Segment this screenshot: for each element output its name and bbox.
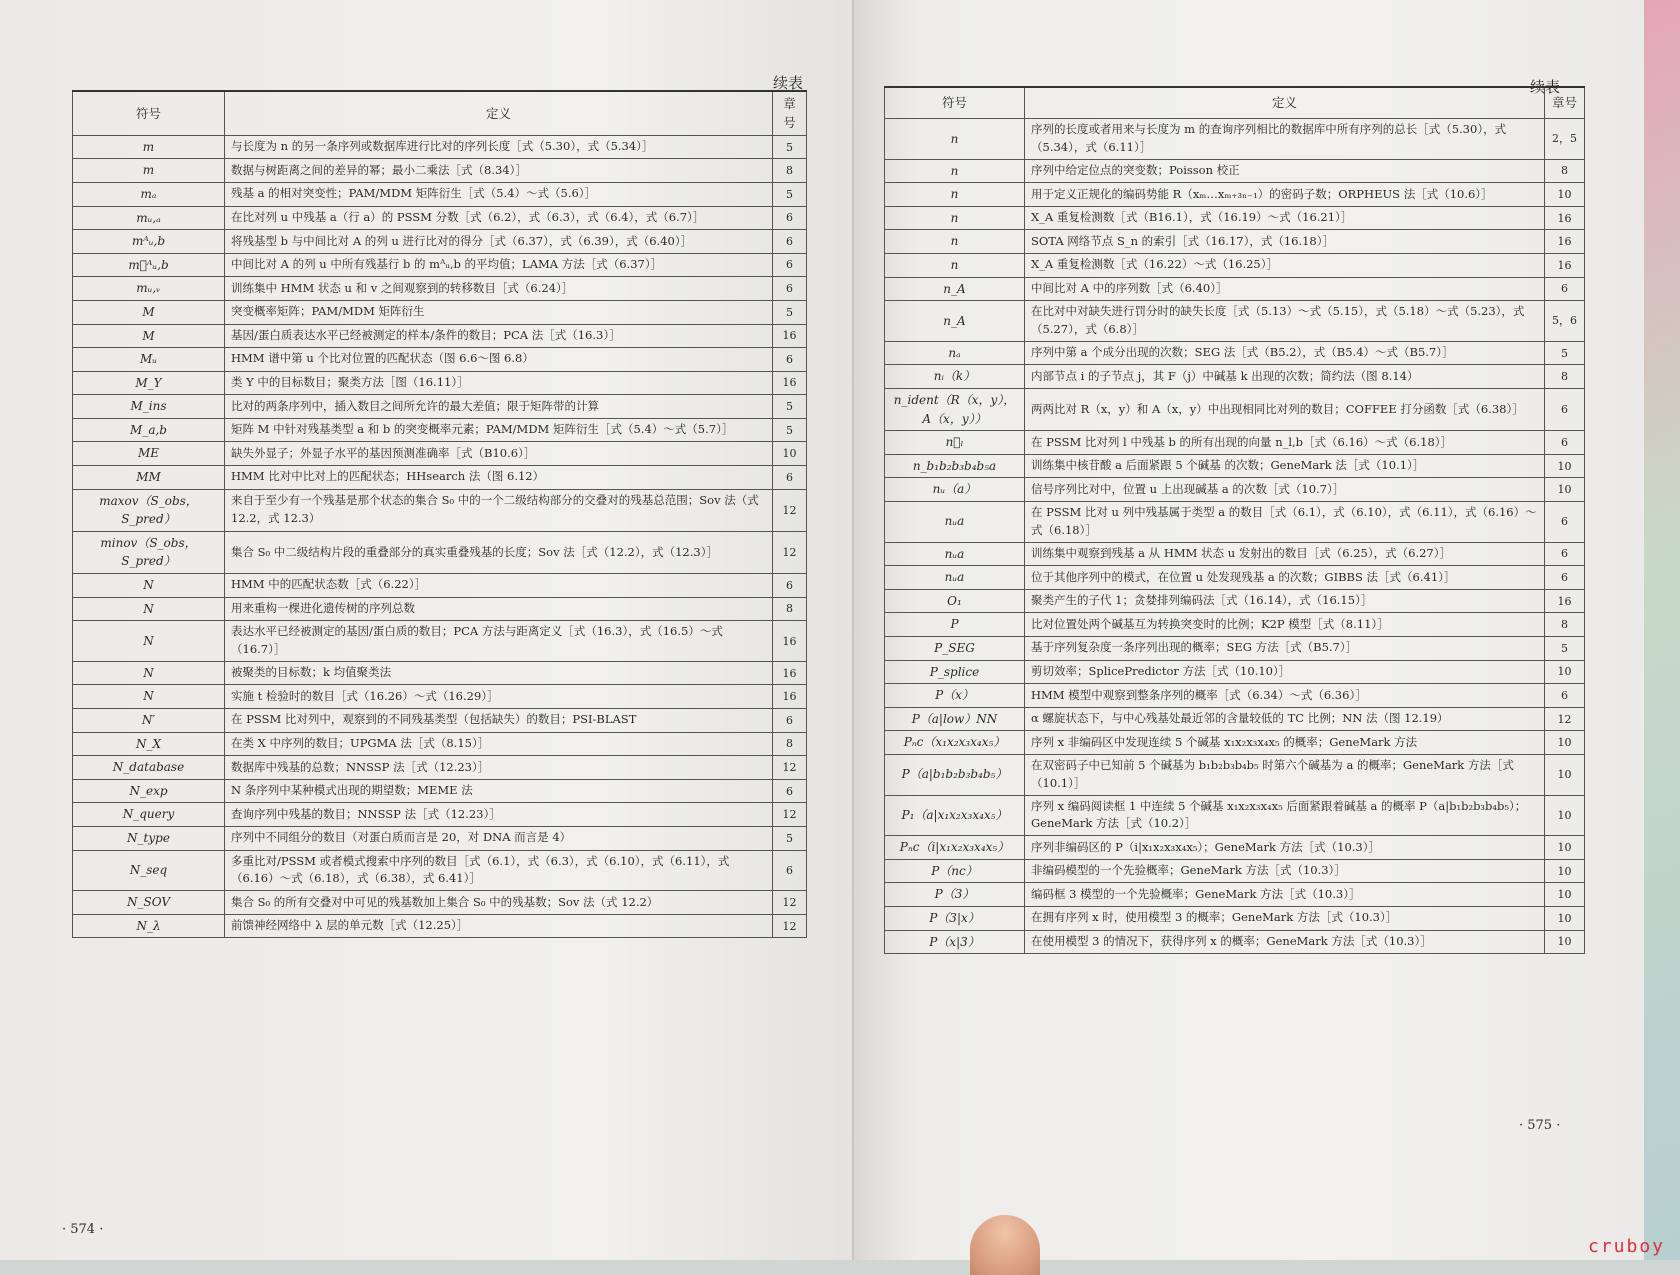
symbol-cell: minov（S_obs，S_pred）	[73, 531, 225, 573]
definition-cell: 在拥有序列 x 时，使用模型 3 的概率；GeneMark 方法［式（10.3）］	[1025, 906, 1545, 930]
table-row	[885, 566, 1585, 590]
symbol-cell: N′	[73, 709, 225, 733]
definition-cell: 两两比对 R（x，y）和 A（x，y）中出现相同比对列的数目；COFFEE 打分函数［式（6.38）］	[1025, 389, 1545, 431]
chapter-cell: 16	[773, 661, 807, 685]
table-row	[73, 324, 807, 348]
definition-cell: 序列非编码区的 P（i|x₁x₂x₃x₄x₅）；GeneMark 方法［式（10.3）］	[1025, 836, 1545, 860]
definition-cell: 将残基型 b 与中间比对 A 的列 u 进行比对的得分［式（6.37），式（6.39），式（6.40）］	[225, 230, 773, 254]
definition-cell: 训练集中观察到残基 a 从 HMM 状态 u 发射出的数目［式（6.25），式（6.27）］	[1025, 542, 1545, 566]
chapter-cell: 5	[773, 182, 807, 206]
chapter-cell: 6	[1545, 431, 1585, 455]
chapter-cell: 10	[1545, 836, 1585, 860]
symbol-cell: MM	[73, 466, 225, 490]
table-row	[73, 574, 807, 598]
chapter-cell: 5	[773, 135, 807, 159]
table-row	[73, 827, 807, 851]
symbol-cell: N_SOV	[73, 891, 225, 915]
chapter-cell: 12	[773, 803, 807, 827]
symbol-cell: n_A	[885, 301, 1025, 342]
symbol-cell: n	[885, 119, 1025, 160]
definition-cell: 实施 t 检验时的数目［式（16.26）～式（16.29）］	[225, 685, 773, 709]
definition-cell: 在双密码子中已知前 5 个碱基为 b₁b₂b₃b₄b₅ 时第六个碱基为 a 的概率；GeneMark 方法［式（10.1）］	[1025, 754, 1545, 795]
definition-cell: 残基 a 的相对突变性；PAM/MDM 矩阵衍生［式（5.4）～式（5.6）］	[225, 182, 773, 206]
symbol-definition-table	[72, 90, 807, 938]
symbol-cell: n	[885, 254, 1025, 278]
symbol-cell: M_a,b	[73, 418, 225, 442]
table-row	[885, 277, 1585, 301]
chapter-cell: 12	[773, 914, 807, 938]
symbol-cell: n_ident（R（x，y），A（x，y））	[885, 389, 1025, 431]
table-row	[73, 709, 807, 733]
table-row	[885, 119, 1585, 160]
definition-cell: 训练集中 HMM 状态 u 和 v 之间观察到的转移数目［式（6.24）］	[225, 277, 773, 301]
symbol-cell: M_ins	[73, 395, 225, 419]
chapter-cell: 10	[1545, 454, 1585, 478]
symbol-cell: P₁（a|x₁x₂x₃x₄x₅）	[885, 795, 1025, 836]
chapter-cell: 5	[773, 300, 807, 324]
table-row	[885, 254, 1585, 278]
definition-cell: 中间比对 A 中的序列数［式（6.40）］	[1025, 277, 1545, 301]
table-row	[885, 542, 1585, 566]
definition-cell: 非编码模型的一个先验概率；GeneMark 方法［式（10.3）］	[1025, 859, 1545, 883]
symbol-cell: N	[73, 597, 225, 621]
definition-cell: 信号序列比对中，位置 u 上出现碱基 a 的次数［式（10.7）］	[1025, 478, 1545, 502]
symbol-cell: P（a|b₁b₂b₃b₄b₅）	[885, 754, 1025, 795]
chapter-cell: 12	[773, 531, 807, 573]
chapter-cell: 6	[773, 574, 807, 598]
chapter-cell: 12	[773, 756, 807, 780]
definition-cell: X_A 重复检测数［式（16.22）～式（16.25）］	[1025, 254, 1545, 278]
table-row	[885, 636, 1585, 660]
definition-cell: 在 PSSM 比对列中，观察到的不同残基类型（包括缺失）的数目；PSI-BLAST	[225, 709, 773, 733]
table-row	[885, 365, 1585, 389]
chapter-cell: 10	[1545, 754, 1585, 795]
chapter-cell: 6	[773, 206, 807, 230]
table-row	[885, 754, 1585, 795]
symbol-cell: N_seq	[73, 850, 225, 891]
table-row	[73, 182, 807, 206]
definition-cell: HMM 谱中第 u 个比对位置的匹配状态（图 6.6～图 6.8）	[225, 348, 773, 372]
table-row	[885, 478, 1585, 502]
table-row	[73, 418, 807, 442]
table-row	[73, 732, 807, 756]
symbol-cell: nᵢ（k）	[885, 365, 1025, 389]
table-row	[885, 613, 1585, 637]
definition-cell: 基于序列复杂度一条序列出现的概率；SEG 方法［式（B5.7）］	[1025, 636, 1545, 660]
table-row	[73, 135, 807, 159]
symbol-cell: N	[73, 574, 225, 598]
symbol-cell: n⃗ₗ	[885, 431, 1025, 455]
chapter-cell: 16	[773, 621, 807, 662]
symbol-cell: n	[885, 230, 1025, 254]
definition-cell: 集合 S₀ 的所有交叠对中可见的残基数加上集合 S₀ 中的残基数；Sov 法（式 12.2）	[225, 891, 773, 915]
symbol-header: 符号	[73, 91, 225, 135]
chapter-cell: 6	[773, 850, 807, 891]
table-row	[885, 660, 1585, 684]
chapter-cell: 12	[773, 489, 807, 531]
definition-cell: 表达水平已经被测定的基因/蛋白质的数目；PCA 方法与距离定义［式（16.3），式（16.5）～式（16.7）］	[225, 621, 773, 662]
table-row	[73, 531, 807, 573]
definition-cell: 剪切效率；SplicePredictor 方法［式（10.10）］	[1025, 660, 1545, 684]
symbol-cell: N_λ	[73, 914, 225, 938]
watermark-text: cruboy	[1588, 1236, 1666, 1257]
table-row	[885, 731, 1585, 755]
table-row	[885, 301, 1585, 342]
chapter-cell: 2，5	[1545, 119, 1585, 160]
chapter-cell: 6	[1545, 566, 1585, 590]
symbol-cell: N_type	[73, 827, 225, 851]
definition-cell: 数据库中残基的总数；NNSSP 法［式（12.23）］	[225, 756, 773, 780]
chapter-cell: 6	[773, 709, 807, 733]
symbol-cell: P（x|3）	[885, 930, 1025, 954]
definition-cell: 前馈神经网络中 λ 层的单元数［式（12.25）］	[225, 914, 773, 938]
table-row	[73, 891, 807, 915]
table-row	[73, 253, 807, 277]
table-row	[73, 206, 807, 230]
definition-cell: 被聚类的目标数；k 均值聚类法	[225, 661, 773, 685]
table-row	[73, 230, 807, 254]
definition-cell: 类 Y 中的目标数目；聚类方法［图（16.11）］	[225, 371, 773, 395]
definition-cell: 序列 x 编码阅读框 1 中连续 5 个碱基 x₁x₂x₃x₄x₅ 后面紧跟着碱基 a 的概率 P（a|b₁b₂b₃b₄b₅）；GeneMark 方法［式（10.2）］	[1025, 795, 1545, 836]
definition-cell: 集合 S₀ 中二级结构片段的重叠部分的真实重叠残基的长度；Sov 法［式（12.2），式（12.3）］	[225, 531, 773, 573]
table-row	[73, 756, 807, 780]
chapter-cell: 10	[1545, 883, 1585, 907]
chapter-cell: 8	[1545, 365, 1585, 389]
symbol-cell: n	[885, 159, 1025, 183]
definition-cell: 来自于至少有一个残基是那个状态的集合 S₀ 中的一个二级结构部分的交叠对的残基总范围；Sov 法（式 12.2，式 12.3）	[225, 489, 773, 531]
table-row	[73, 597, 807, 621]
chapter-cell: 5	[1545, 341, 1585, 365]
definition-cell: 在 PSSM 比对列 l 中残基 b 的所有出现的向量 n_l,b［式（6.16）～式（6.18）］	[1025, 431, 1545, 455]
definition-cell: 编码框 3 模型的一个先验概率；GeneMark 方法［式（10.3）］	[1025, 883, 1545, 907]
chapter-cell: 16	[1545, 206, 1585, 230]
table-row	[73, 442, 807, 466]
symbol-cell: Pₙc（i|x₁x₂x₃x₄x₅）	[885, 836, 1025, 860]
chapter-cell: 5	[773, 418, 807, 442]
chapter-cell: 8	[1545, 159, 1585, 183]
table-row	[885, 589, 1585, 613]
symbol-cell: n_A	[885, 277, 1025, 301]
definition-cell: HMM 模型中观察到整条序列的概率［式（6.34）～式（6.36）］	[1025, 684, 1545, 708]
chapter-cell: 5	[773, 827, 807, 851]
symbol-cell: M	[73, 300, 225, 324]
definition-cell: 在比对中对缺失进行罚分时的缺失长度［式（5.13）～式（5.15），式（5.18）～式（5.23），式（5.27），式（6.8）］	[1025, 301, 1545, 342]
chapter-cell: 10	[1545, 478, 1585, 502]
table-row	[73, 803, 807, 827]
definition-cell: 用于定义正规化的编码势能 R（xₘ…xₘ₊₃ₙ₋₁）的密码子数；ORPHEUS 法［式（10.6）］	[1025, 183, 1545, 207]
chapter-header: 章号	[773, 91, 807, 135]
table-row	[73, 300, 807, 324]
chapter-cell: 10	[773, 442, 807, 466]
table-row	[885, 930, 1585, 954]
definition-cell: 训练集中核苷酸 a 后面紧跟 5 个碱基 的次数；GeneMark 法［式（10.1）］	[1025, 454, 1545, 478]
table-row	[73, 395, 807, 419]
chapter-cell: 8	[773, 597, 807, 621]
table-row	[73, 277, 807, 301]
chapter-cell: 16	[1545, 230, 1585, 254]
definition-cell: 基因/蛋白质表达水平已经被测定的样本/条件的数目；PCA 法［式（16.3）］	[225, 324, 773, 348]
symbol-header: 符号	[885, 87, 1025, 119]
symbol-cell: mₐ	[73, 182, 225, 206]
chapter-cell: 8	[773, 159, 807, 183]
symbol-cell: M	[73, 324, 225, 348]
table-row	[885, 883, 1585, 907]
chapter-cell: 16	[773, 685, 807, 709]
definition-cell: 序列中不同组分的数目（对蛋白质而言是 20，对 DNA 而言是 4）	[225, 827, 773, 851]
chapter-cell: 12	[773, 891, 807, 915]
definition-cell: 突变概率矩阵；PAM/MDM 矩阵衍生	[225, 300, 773, 324]
symbol-definition-table	[884, 86, 1585, 954]
definition-cell: 序列中第 a 个成分出现的次数；SEG 法［式（B5.2），式（B5.4）～式（B5.7）］	[1025, 341, 1545, 365]
table-row	[73, 159, 807, 183]
table-row	[73, 914, 807, 938]
symbol-cell: n	[885, 206, 1025, 230]
table-header-row	[73, 91, 807, 135]
table-header-row	[885, 87, 1585, 119]
right-page	[852, 0, 1644, 1260]
definition-cell: 序列中给定位点的突变数；Poisson 校正	[1025, 159, 1545, 183]
symbol-cell: N	[73, 661, 225, 685]
symbol-cell: P（a|low）NN	[885, 707, 1025, 731]
symbol-cell: N_database	[73, 756, 225, 780]
definition-header: 定义	[225, 91, 773, 135]
definition-cell: 用来重构一棵进化遗传树的序列总数	[225, 597, 773, 621]
definition-cell: HMM 中的匹配状态数［式（6.22）］	[225, 574, 773, 598]
table-row	[73, 685, 807, 709]
chapter-cell: 8	[773, 732, 807, 756]
definition-cell: 序列 x 非编码区中发现连续 5 个碱基 x₁x₂x₃x₄x₅ 的概率；GeneMark 方法	[1025, 731, 1545, 755]
definition-cell: 查询序列中残基的数目；NNSSP 法［式（12.23）］	[225, 803, 773, 827]
chapter-cell: 6	[1545, 277, 1585, 301]
chapter-cell: 6	[773, 253, 807, 277]
definition-cell: SOTA 网络节点 S_n 的索引［式（16.17），式（16.18）］	[1025, 230, 1545, 254]
symbol-cell: N_X	[73, 732, 225, 756]
chapter-cell: 5	[773, 395, 807, 419]
symbol-cell: N	[73, 685, 225, 709]
chapter-cell: 6	[1545, 389, 1585, 431]
symbol-cell: n_b₁b₂b₃b₄b₅a	[885, 454, 1025, 478]
chapter-cell: 16	[773, 371, 807, 395]
chapter-cell: 10	[1545, 660, 1585, 684]
table-row	[73, 779, 807, 803]
definition-cell: 位于其他序列中的模式，在位置 u 处发现残基 a 的次数；GIBBS 法［式（6.41）］	[1025, 566, 1545, 590]
chapter-cell: 6	[773, 230, 807, 254]
page-number: · 574 ·	[62, 1222, 104, 1237]
page-number: · 575 ·	[1519, 1118, 1561, 1133]
definition-cell: 在使用模型 3 的情况下，获得序列 x 的概率；GeneMark 方法［式（10.3）］	[1025, 930, 1545, 954]
definition-cell: 在类 X 中序列的数目；UPGMA 法［式（8.15）］	[225, 732, 773, 756]
symbol-cell: nᵤa	[885, 501, 1025, 542]
symbol-cell: P_splice	[885, 660, 1025, 684]
chapter-cell: 16	[1545, 589, 1585, 613]
chapter-header: 章号	[1545, 87, 1585, 119]
chapter-cell: 6	[1545, 684, 1585, 708]
chapter-cell: 5	[1545, 636, 1585, 660]
definition-cell: 序列的长度或者用来与长度为 m 的查询序列相比的数据库中所有序列的总长［式（5.30），式（5.34），式（6.11）］	[1025, 119, 1545, 160]
continued-label: 续表	[773, 74, 804, 92]
symbol-cell: O₁	[885, 589, 1025, 613]
symbol-cell: nᵤa	[885, 566, 1025, 590]
definition-cell: 矩阵 M 中针对残基类型 a 和 b 的突变概率元素；PAM/MDM 矩阵衍生［式（5.4）～式（5.7）］	[225, 418, 773, 442]
table-row	[885, 859, 1585, 883]
definition-cell: 比对的两条序列中，插入数目之间所允许的最大差值；限于矩阵带的计算	[225, 395, 773, 419]
symbol-cell: ME	[73, 442, 225, 466]
symbol-cell: Pₙc（x₁x₂x₃x₄x₅）	[885, 731, 1025, 755]
symbol-cell: nₐ	[885, 341, 1025, 365]
chapter-cell: 10	[1545, 183, 1585, 207]
definition-cell: 缺失外显子；外显子水平的基因预测准确率［式（B10.6）］	[225, 442, 773, 466]
definition-cell: 与长度为 n 的另一条序列或数据库进行比对的序列长度［式（5.30），式（5.34）］	[225, 135, 773, 159]
table-row	[885, 431, 1585, 455]
definition-cell: 聚类产生的子代 1；贪婪排列编码法［式（16.14），式（16.15）］	[1025, 589, 1545, 613]
table-row	[885, 206, 1585, 230]
table-row	[885, 836, 1585, 860]
table-row	[885, 183, 1585, 207]
symbol-cell: mᴬᵤ,b	[73, 230, 225, 254]
chapter-cell: 5，6	[1545, 301, 1585, 342]
table-row	[885, 341, 1585, 365]
symbol-cell: maxov（S_obs，S_pred）	[73, 489, 225, 531]
symbol-cell: N_exp	[73, 779, 225, 803]
symbol-cell: n	[885, 183, 1025, 207]
definition-cell: 多重比对/PSSM 或者模式搜索中序列的数目［式（6.1），式（6.3），式（6.10），式（6.11），式（6.16）～式（6.18），式（6.38），式 6.41）］	[225, 850, 773, 891]
definition-cell: 比对位置处两个碱基互为转换突变时的比例；K2P 模型［式（8.11）］	[1025, 613, 1545, 637]
symbol-cell: N_query	[73, 803, 225, 827]
symbol-cell: m	[73, 135, 225, 159]
table-row	[73, 348, 807, 372]
symbol-cell: P（nc）	[885, 859, 1025, 883]
symbol-cell: nᵤa	[885, 542, 1025, 566]
chapter-cell: 6	[1545, 501, 1585, 542]
chapter-cell: 6	[773, 277, 807, 301]
symbol-cell: P_SEG	[885, 636, 1025, 660]
continued-label: 续表	[1530, 78, 1561, 96]
chapter-cell: 6	[773, 779, 807, 803]
definition-cell: HMM 比对中比对上的匹配状态；HHsearch 法（图 6.12）	[225, 466, 773, 490]
chapter-cell: 10	[1545, 930, 1585, 954]
symbol-cell: m	[73, 159, 225, 183]
definition-cell: 在比对列 u 中残基 a（行 a）的 PSSM 分数［式（6.2），式（6.3），式（6.4），式（6.7）］	[225, 206, 773, 230]
definition-cell: 内部节点 i 的子节点 j，其 F（j）中碱基 k 出现的次数；简约法（图 8.14）	[1025, 365, 1545, 389]
definition-header: 定义	[1025, 87, 1545, 119]
chapter-cell: 16	[773, 324, 807, 348]
chapter-cell: 6	[773, 348, 807, 372]
definition-cell: 中间比对 A 的列 u 中所有残基行 b 的 mᴬᵤ,b 的平均值；LAMA 方法［式（6.37）］	[225, 253, 773, 277]
symbol-cell: P（3|x）	[885, 906, 1025, 930]
chapter-cell: 16	[1545, 254, 1585, 278]
table-row	[885, 707, 1585, 731]
chapter-cell: 10	[1545, 795, 1585, 836]
table-row	[885, 795, 1585, 836]
table-row	[885, 454, 1585, 478]
table-row	[885, 906, 1585, 930]
table-row	[885, 389, 1585, 431]
definition-cell: 数据与树距离之间的差异的幂；最小二乘法［式（8.34）］	[225, 159, 773, 183]
definition-cell: 在 PSSM 比对 u 列中残基属于类型 a 的数目［式（6.1），式（6.10），式（6.11），式（6.16）～式（6.18）］	[1025, 501, 1545, 542]
chapter-cell: 10	[1545, 731, 1585, 755]
definition-cell: X_A 重复检测数［式（B16.1），式（16.19）～式（16.21）］	[1025, 206, 1545, 230]
table-row	[73, 661, 807, 685]
table-row	[885, 230, 1585, 254]
symbol-cell: N	[73, 621, 225, 662]
symbol-cell: m⃗ᴬᵤ,b	[73, 253, 225, 277]
chapter-cell: 10	[1545, 859, 1585, 883]
definition-cell: N 条序列中某种模式出现的期望数；MEME 法	[225, 779, 773, 803]
symbol-cell: P（x）	[885, 684, 1025, 708]
chapter-cell: 10	[1545, 906, 1585, 930]
table-row	[885, 684, 1585, 708]
symbol-cell: mᵤ,ᵥ	[73, 277, 225, 301]
chapter-cell: 8	[1545, 613, 1585, 637]
table-row	[73, 850, 807, 891]
table-row	[885, 159, 1585, 183]
symbol-cell: mᵤ,ₐ	[73, 206, 225, 230]
definition-cell: α 螺旋状态下，与中心残基处最近邻的含量较低的 TC 比例；NN 法（图 12.19）	[1025, 707, 1545, 731]
table-row	[73, 489, 807, 531]
table-row	[73, 371, 807, 395]
chapter-cell: 6	[773, 466, 807, 490]
table-row	[73, 621, 807, 662]
chapter-cell: 12	[1545, 707, 1585, 731]
symbol-cell: M_Y	[73, 371, 225, 395]
table-row	[885, 501, 1585, 542]
symbol-cell: P（3）	[885, 883, 1025, 907]
symbol-cell: Mᵤ	[73, 348, 225, 372]
table-row	[73, 466, 807, 490]
chapter-cell: 6	[1545, 542, 1585, 566]
symbol-cell: P	[885, 613, 1025, 637]
symbol-cell: nᵤ（a）	[885, 478, 1025, 502]
